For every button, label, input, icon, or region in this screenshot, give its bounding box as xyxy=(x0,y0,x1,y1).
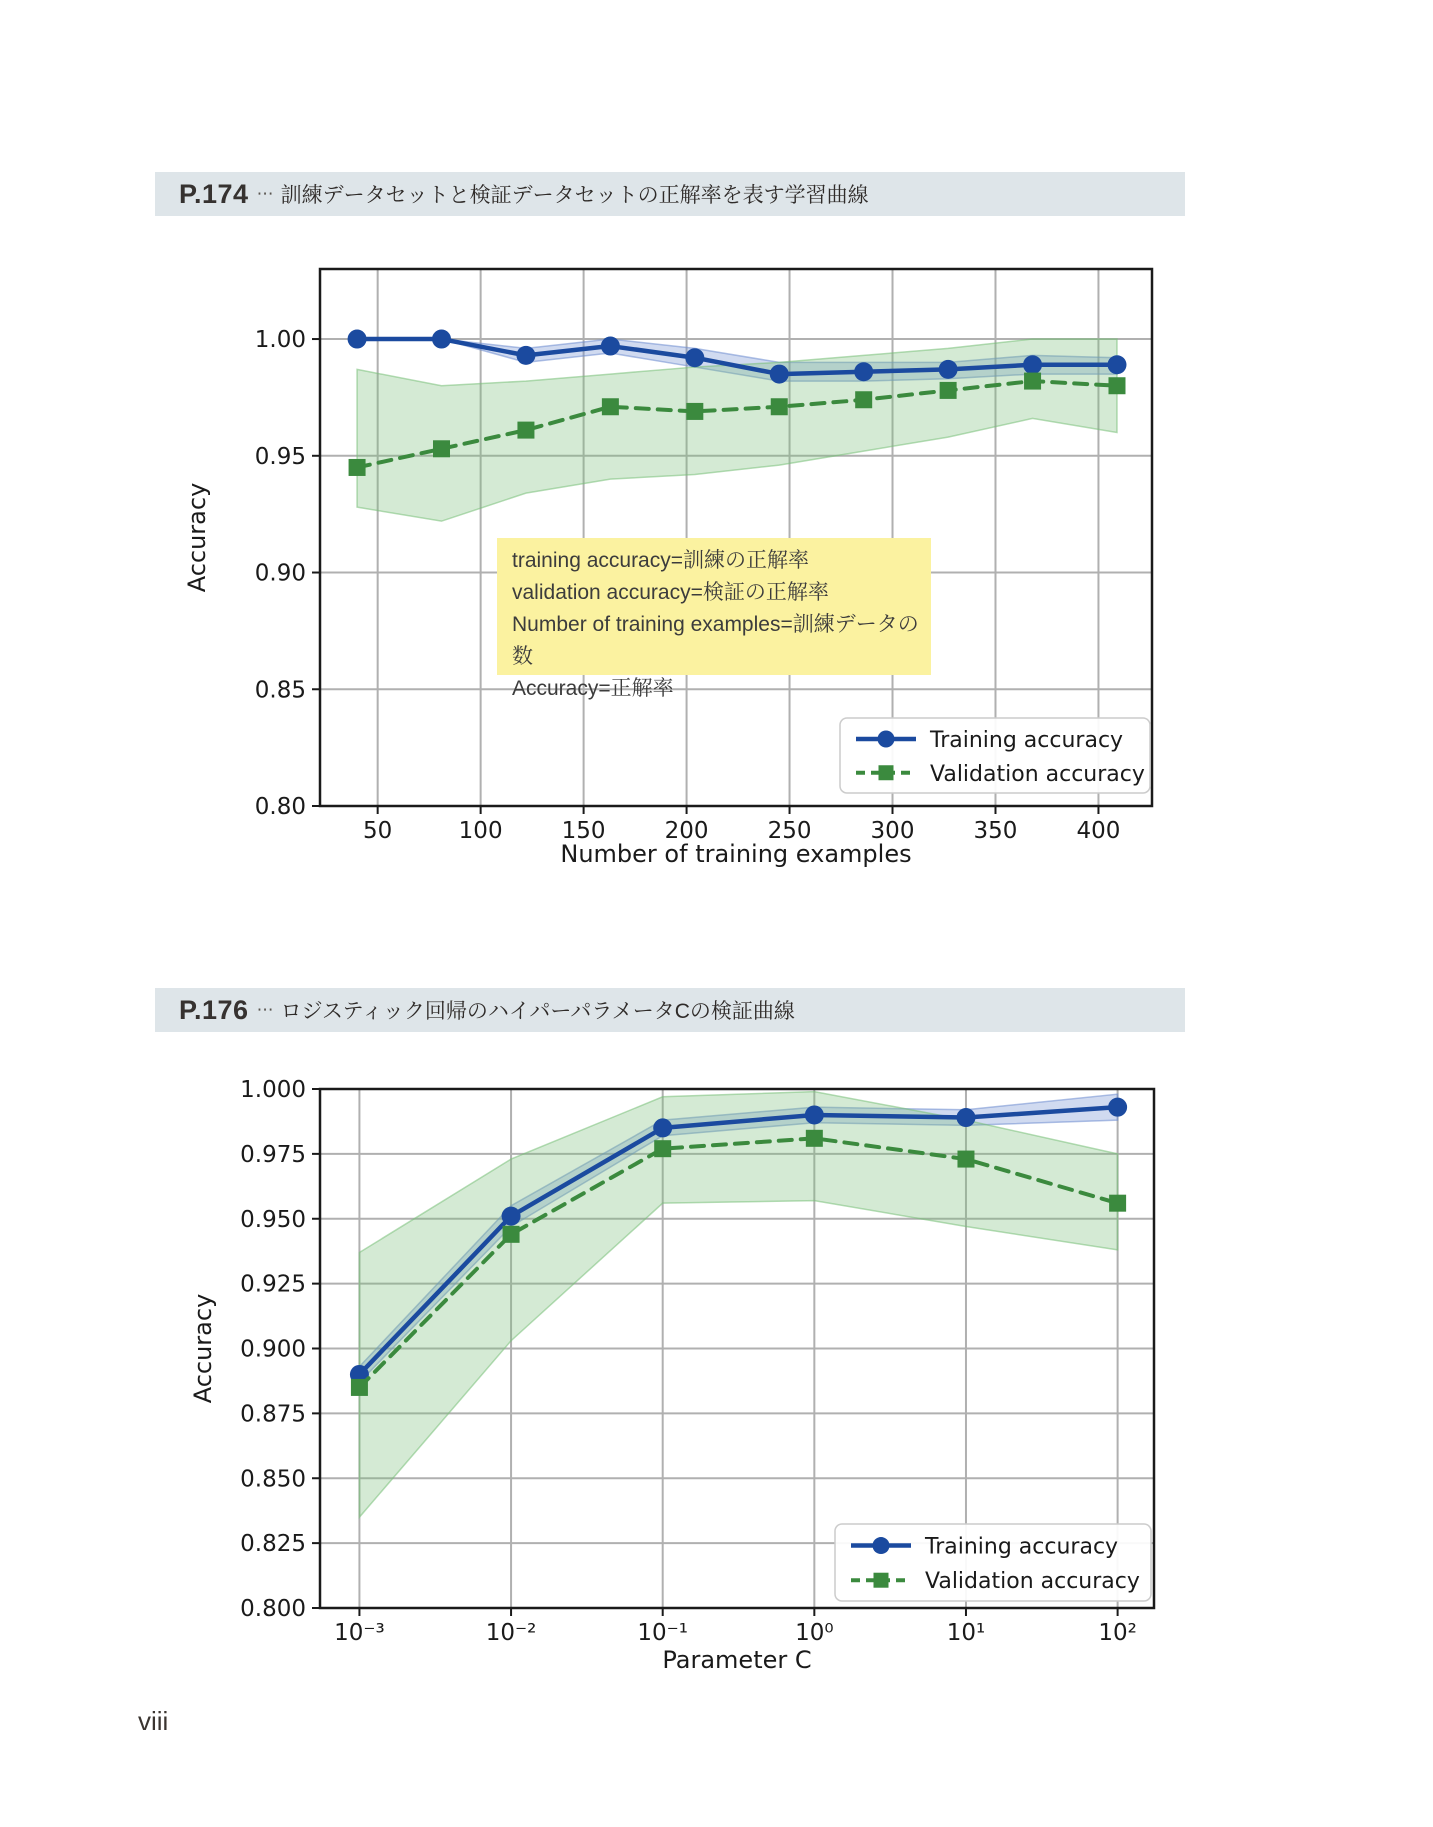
legend-marker xyxy=(879,765,894,780)
data-point-square xyxy=(1109,1195,1126,1212)
translation-note-box xyxy=(497,538,931,700)
legend-label: Validation accuracy xyxy=(930,761,1145,787)
data-point-circle xyxy=(502,1207,521,1226)
note-line: training accuracy=訓練の正解率 xyxy=(512,549,810,572)
data-point-circle xyxy=(770,365,789,384)
page-ref-label: P.174 xyxy=(179,178,249,209)
y-tick-label: 1.00 xyxy=(254,327,306,354)
data-point-square xyxy=(602,398,619,415)
y-tick-label: 0.85 xyxy=(254,677,306,704)
x-tick-label: 150 xyxy=(561,818,606,844)
page-ref-label: P.176 xyxy=(179,994,249,1025)
data-point-circle xyxy=(939,360,958,379)
page-number: viii xyxy=(138,1706,169,1736)
data-point-circle xyxy=(516,346,535,365)
y-tick-label: 0.95 xyxy=(254,443,306,470)
data-point-circle xyxy=(1023,355,1042,374)
data-point-circle xyxy=(432,330,451,349)
data-point-square xyxy=(806,1130,823,1147)
data-point-square xyxy=(654,1140,671,1157)
note-line: validation accuracy=検証の正解率 xyxy=(512,581,829,604)
data-point-square xyxy=(351,1379,368,1396)
x-tick-label: 10⁻³ xyxy=(334,1620,385,1646)
data-point-square xyxy=(855,391,872,408)
validation-curve-chart xyxy=(170,1070,1180,1710)
y-tick-label: 0.925 xyxy=(240,1271,306,1298)
data-point-square xyxy=(1024,373,1041,390)
data-point-circle xyxy=(653,1118,672,1137)
y-tick-label: 0.90 xyxy=(254,560,306,587)
data-point-circle xyxy=(805,1105,824,1124)
x-tick-label: 300 xyxy=(870,818,915,844)
confidence-band xyxy=(359,1092,1117,1518)
header-separator: ⋯ xyxy=(256,184,274,203)
header-separator: ⋯ xyxy=(256,1000,274,1019)
legend-label: Validation accuracy xyxy=(925,1569,1140,1595)
y-tick-label: 0.825 xyxy=(240,1531,306,1558)
data-point-circle xyxy=(1107,355,1126,374)
y-axis-label: Accuracy xyxy=(183,482,211,593)
x-tick-label: 250 xyxy=(767,818,812,844)
legend-label: Training accuracy xyxy=(930,728,1124,753)
data-point-circle xyxy=(956,1108,975,1127)
legend-marker xyxy=(874,1573,889,1588)
y-tick-label: 0.900 xyxy=(240,1336,306,1363)
data-point-square xyxy=(349,459,366,476)
data-point-square xyxy=(433,440,450,457)
x-tick-label: 400 xyxy=(1076,818,1121,844)
data-point-circle xyxy=(1108,1098,1127,1117)
data-point-circle xyxy=(348,330,367,349)
y-tick-label: 0.80 xyxy=(254,794,306,820)
x-tick-label: 50 xyxy=(363,818,393,844)
data-point-square xyxy=(1108,377,1125,394)
x-tick-label: 10⁻¹ xyxy=(637,1620,689,1646)
note-line: Number of training examples=訓練データの数 xyxy=(512,613,919,668)
data-point-square xyxy=(940,382,957,399)
y-tick-label: 0.975 xyxy=(240,1141,306,1168)
x-tick-label: 200 xyxy=(664,818,709,844)
note-line: Accuracy=正解率 xyxy=(512,677,674,700)
data-point-square xyxy=(771,398,788,415)
x-axis-label: Number of training examples xyxy=(560,840,912,868)
x-tick-label: 10¹ xyxy=(946,1620,986,1646)
y-tick-label: 0.850 xyxy=(240,1466,306,1493)
legend-marker xyxy=(873,1537,890,1554)
section-title: ロジスティック回帰のハイパーパラメータCの検証曲線 xyxy=(280,1000,795,1023)
x-tick-label: 100 xyxy=(458,818,503,844)
x-tick-label: 10⁻² xyxy=(485,1620,537,1646)
data-point-square xyxy=(503,1226,520,1243)
data-point-circle xyxy=(854,362,873,381)
y-tick-label: 0.800 xyxy=(240,1596,306,1622)
data-point-circle xyxy=(685,348,704,367)
data-point-square xyxy=(957,1151,974,1168)
section-header-p176 xyxy=(155,988,1185,1032)
y-axis-label: Accuracy xyxy=(189,1293,217,1404)
data-point-square xyxy=(686,403,703,420)
x-tick-label: 10⁰ xyxy=(795,1620,834,1646)
section-title: 訓練データセットと検証データセットの正解率を表す学習曲線 xyxy=(280,184,869,207)
x-tick-label: 350 xyxy=(973,818,1018,844)
x-tick-label: 10² xyxy=(1098,1620,1137,1646)
legend-marker xyxy=(878,731,895,748)
data-point-circle xyxy=(601,337,620,356)
y-tick-label: 0.875 xyxy=(240,1401,306,1428)
data-point-square xyxy=(517,422,534,439)
y-tick-label: 1.000 xyxy=(240,1077,306,1103)
y-tick-label: 0.950 xyxy=(240,1206,306,1233)
x-axis-label: Parameter C xyxy=(662,1646,812,1674)
legend-label: Training accuracy xyxy=(925,1534,1119,1560)
